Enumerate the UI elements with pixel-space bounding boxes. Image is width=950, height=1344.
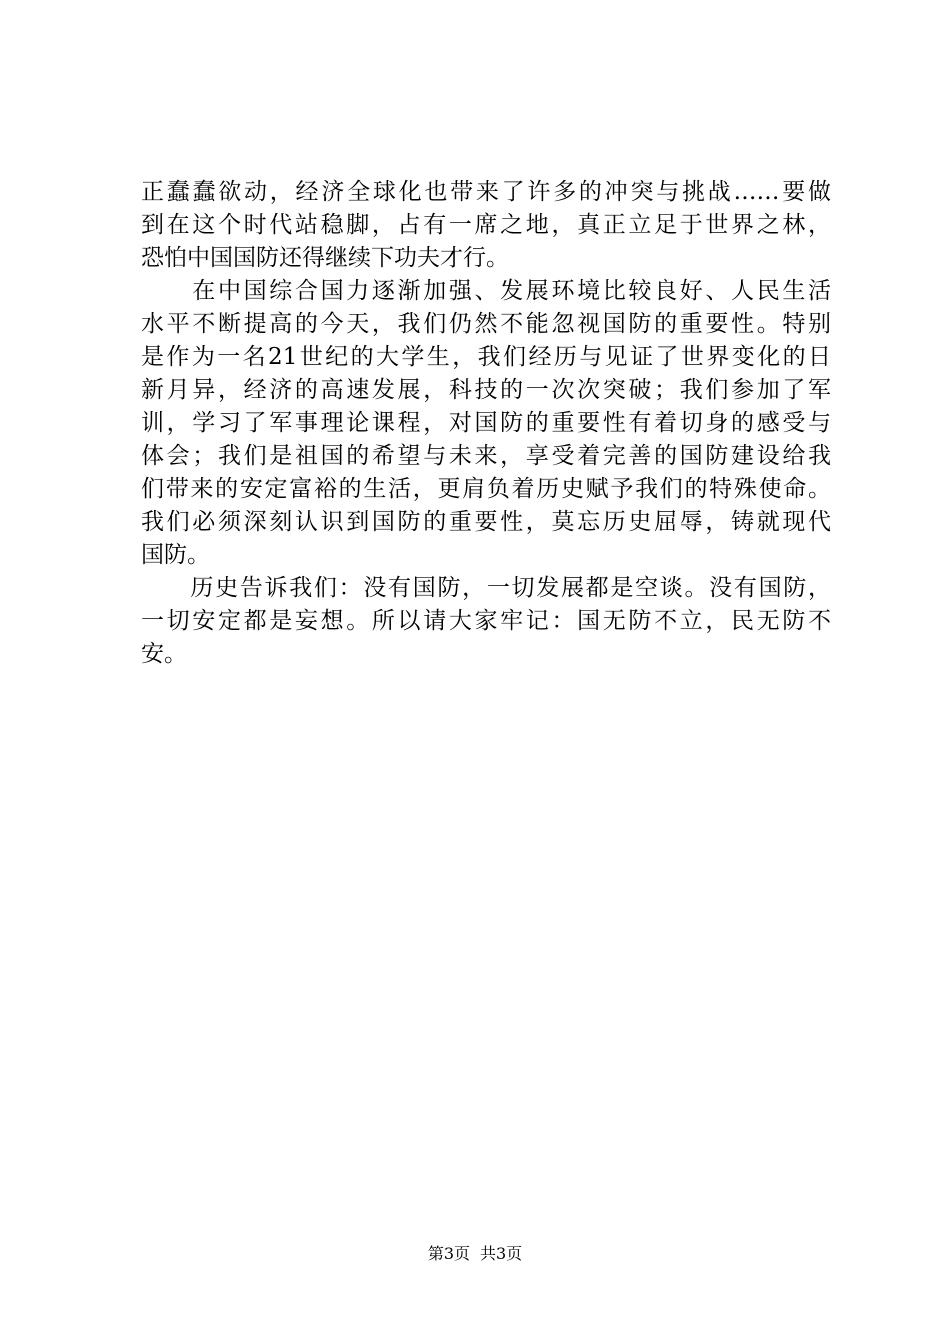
document-body <box>141 176 831 671</box>
text-line: 是作为一名21世纪的大学生，我们经历与见证了世界变化的日 <box>141 344 831 370</box>
text-line: 国防。 <box>141 542 210 568</box>
text-line: 安。 <box>141 641 187 667</box>
text-line: 新月异，经济的高速发展，科技的一次次突破；我们参加了军 <box>141 377 831 403</box>
text-line: 们带来的安定富裕的生活，更肩负着历史赋予我们的特殊使命。 <box>141 476 831 502</box>
text-line: 训，学习了军事理论课程，对国防的重要性有着切身的感受与 <box>141 410 831 436</box>
text-line: 恐怕中国国防还得继续下功夫才行。 <box>141 245 509 271</box>
text-line: 历史告诉我们：没有国防，一切发展都是空谈。没有国防， <box>141 575 831 601</box>
text-line: 体会；我们是祖国的希望与未来，享受着完善的国防建设给我 <box>141 443 831 469</box>
text-line: 在中国综合国力逐渐加强、发展环境比较良好、人民生活 <box>141 278 831 304</box>
page-total: 共3页 <box>480 1244 523 1263</box>
text-line: 水平不断提高的今天，我们仍然不能忽视国防的重要性。特别 <box>141 311 831 337</box>
text-line: 一切安定都是妄想。所以请大家牢记：国无防不立，民无防不 <box>141 608 831 634</box>
text-line: 到在这个时代站稳脚，占有一席之地，真正立足于世界之林， <box>141 212 831 238</box>
text-line: 正蠢蠢欲动，经济全球化也带来了许多的冲突与挑战……要做 <box>141 179 831 205</box>
page-footer <box>0 1243 950 1265</box>
text-line: 我们必须深刻认识到国防的重要性，莫忘历史屈辱，铸就现代 <box>141 509 831 535</box>
page-number: 第3页 <box>427 1244 470 1263</box>
